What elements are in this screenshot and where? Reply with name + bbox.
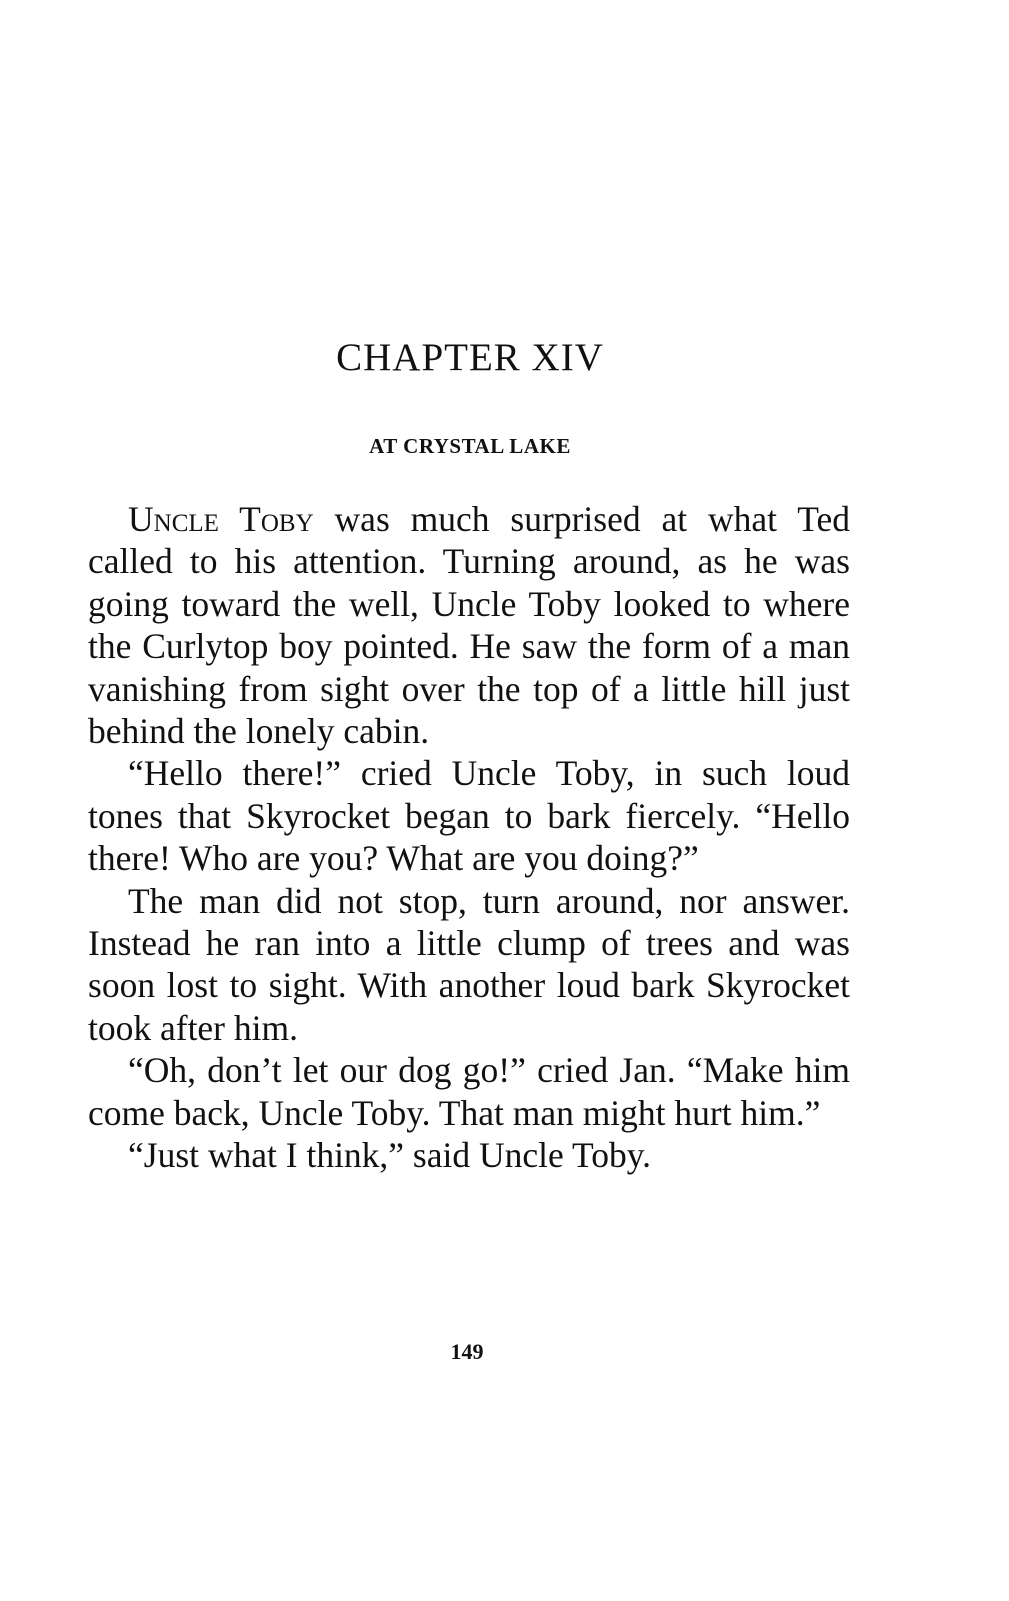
paragraph-5: [88, 1134, 850, 1176]
body-text: [88, 498, 850, 1177]
chapter-subtitle: AT CRYSTAL LAKE: [369, 434, 571, 458]
paragraph-1: [88, 498, 850, 752]
paragraph-text: “Oh, don’t let our dog go!” cried Jan. “Make him come back, Uncle Toby. That man might hurt him.”: [88, 1050, 850, 1133]
paragraph-text: was much surprised at what Ted called to his attention. Turning around, as he was going toward the well, Uncle Toby looked to where the Curlytop boy pointed. He saw the form of a man vanishing from sight over the top of a little hill just behind the lonely cabin.: [88, 499, 850, 752]
paragraph-text: “Just what I think,” said Uncle Toby.: [128, 1135, 652, 1176]
paragraph-text: The man did not stop, turn around, nor answer. Instead he ran into a little clump of trees and was soon lost to sight. With another loud bark Skyrocket took after him.: [88, 880, 850, 1048]
paragraph-text: “Hello there!” cried Uncle Toby, in such loud tones that Skyrocket began to bark fiercely. “Hello there! Who are you? What are you doing?”: [88, 753, 850, 879]
paragraph-4: [88, 1049, 850, 1134]
paragraph-3: [88, 880, 850, 1050]
page-number: 149: [450, 1339, 484, 1364]
paragraph-lead-words: Uncle Toby: [128, 499, 314, 539]
chapter-title: CHAPTER XIV: [336, 336, 604, 379]
paragraph-2: [88, 752, 850, 879]
